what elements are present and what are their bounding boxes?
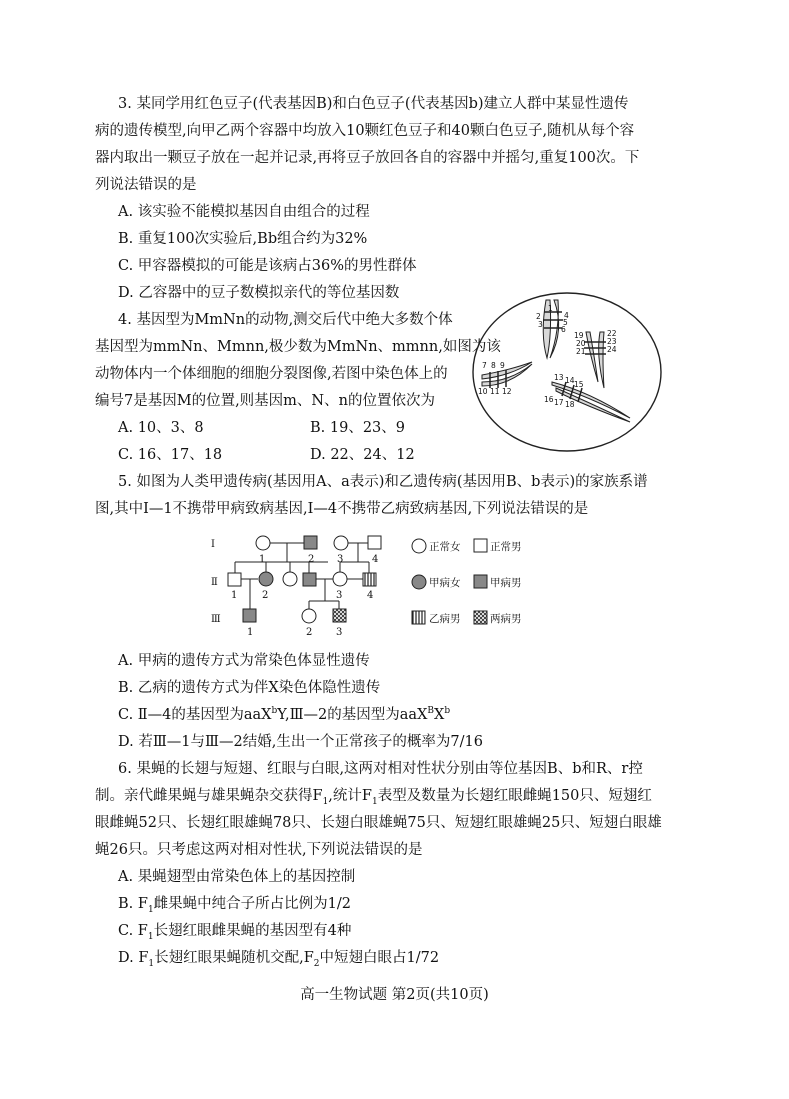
q6-line-2: 制。亲代雌果蝇与雄果蝇杂交获得$F_1$,统计$F_1$表型及数量为长翅红眼雌蝇150只、短翅红 bbox=[95, 788, 652, 807]
q4-line-2: 基因型为mmNn、Mmnn,极少数为MmNn、mmnn,如图为该 bbox=[95, 339, 501, 355]
pedigree-number: 2 bbox=[308, 554, 315, 565]
legend-label: 乙病男 bbox=[429, 613, 461, 625]
legend-label: 甲病女 bbox=[429, 577, 461, 589]
cell-division-figure bbox=[470, 290, 665, 455]
pedigree-number: 2 bbox=[262, 590, 269, 601]
legend-disease-a-male-symbol bbox=[474, 575, 487, 588]
pedigree-figure bbox=[205, 526, 540, 640]
legend-label: 甲病男 bbox=[490, 577, 522, 589]
q6-option-a: A. 果蝇翅型由常染色体上的基因控制 bbox=[118, 869, 356, 885]
pedigree-I-2 bbox=[304, 536, 317, 549]
legend-normal-male-symbol bbox=[474, 539, 487, 552]
chromosome-pair-1-6 bbox=[543, 300, 563, 358]
q6-option-d: D. $F_1$长翅红眼果蝇随机交配$,F_2$中短翅白眼占1/72 bbox=[118, 950, 440, 969]
chromosome-label: 1 bbox=[548, 304, 553, 313]
legend-both-disease-male-symbol bbox=[474, 611, 487, 624]
chromosome-label: 17 bbox=[554, 398, 564, 407]
q3-option-d: D. 乙容器中的豆子数模拟亲代的等位基因数 bbox=[118, 285, 400, 301]
pedigree-III-3 bbox=[333, 609, 346, 622]
pedigree-I-4 bbox=[368, 536, 381, 549]
chromosome-pair-13-18 bbox=[552, 382, 630, 422]
pedigree-number: 2 bbox=[306, 627, 313, 638]
chromosome-label: 10 bbox=[478, 387, 488, 396]
pedigree-number: 4 bbox=[372, 554, 379, 565]
q4-line-3: 动物体内一个体细胞的细胞分裂图像,若图中染色体上的 bbox=[95, 366, 448, 382]
chromosome-label: 14 bbox=[565, 376, 575, 385]
chromosome-label: 15 bbox=[574, 380, 584, 389]
generation-label: Ⅰ bbox=[211, 539, 215, 550]
chromosome-label: 13 bbox=[554, 373, 564, 382]
chromosome-label: 23 bbox=[607, 337, 617, 346]
pedigree-II-female bbox=[283, 572, 297, 586]
pedigree-number: 3 bbox=[337, 554, 344, 565]
pedigree-I-3 bbox=[334, 536, 348, 550]
chromosome-label: 7 bbox=[482, 361, 487, 370]
chromosome-label: 6 bbox=[561, 325, 566, 334]
q6-option-c: C. $F_1$长翅红眼雌果蝇的基因型有4种 bbox=[118, 923, 352, 942]
chromosome-label: 3 bbox=[538, 320, 543, 329]
chromosome-label: 2 bbox=[536, 312, 541, 321]
q5-line-2: 图,其中Ⅰ—1不携带甲病致病基因,Ⅰ—4不携带乙病致病基因,下列说法错误的是 bbox=[95, 501, 589, 517]
pedigree-number: 3 bbox=[336, 590, 343, 601]
page-footer: 高一生物试题 第2页(共10页) bbox=[300, 987, 489, 1003]
pedigree-number: 4 bbox=[367, 590, 374, 601]
q3-line-4: 列说法错误的是 bbox=[95, 177, 197, 193]
q6-line-4: 蝇26只。只考虑这两对相对性状,下列说法错误的是 bbox=[95, 842, 423, 858]
q5-option-d: D. 若Ⅲ—1与Ⅲ—2结婚,生出一个正常孩子的概率为7/16 bbox=[118, 734, 483, 750]
q5-option-b: B. 乙病的遗传方式为伴X染色体隐性遗传 bbox=[118, 680, 381, 696]
chromosome-label: 4 bbox=[564, 311, 569, 320]
generation-label: Ⅲ bbox=[211, 614, 221, 625]
chromosome-label: 9 bbox=[500, 361, 505, 370]
q6-option-b: B. $F_1$雌果蝇中纯合子所占比例为1/2 bbox=[118, 896, 352, 915]
q3-option-b: B. 重复100次实验后,Bb组合约为32% bbox=[118, 231, 368, 247]
pedigree-II-1 bbox=[228, 573, 241, 586]
chromosome-pair-19-24 bbox=[584, 332, 606, 388]
legend-label: 正常男 bbox=[490, 541, 522, 553]
q4-option-b: B. 19、23、9 bbox=[310, 420, 406, 436]
legend-disease-a-female-symbol bbox=[412, 575, 426, 589]
pedigree-II-3 bbox=[333, 572, 347, 586]
q4-line-4: 编号7是基因M的位置,则基因m、N、n的位置依次为 bbox=[95, 393, 435, 409]
chromosome-label: 20 bbox=[576, 339, 586, 348]
chromosome-label: 24 bbox=[607, 345, 617, 354]
pedigree-number: 1 bbox=[259, 554, 266, 565]
q4-option-d: D. 22、24、12 bbox=[310, 447, 415, 463]
pedigree-number: 1 bbox=[231, 590, 238, 601]
q3-line-1: 3. 某同学用红色豆子(代表基因B)和白色豆子(代表基因b)建立人群中某显性遗传 bbox=[118, 96, 629, 112]
pedigree-II-2 bbox=[259, 572, 273, 586]
legend-disease-b-male-symbol bbox=[412, 611, 425, 624]
q5-option-c: C. Ⅱ—4的基因型为aaX$^b$Y,Ⅲ—2的基因型为$aaX^BX^b$ bbox=[118, 706, 451, 723]
chromosome-label: 16 bbox=[544, 395, 554, 404]
q4-option-a: A. 10、3、8 bbox=[118, 420, 204, 436]
pedigree-II-male-affected bbox=[303, 573, 316, 586]
chromosome-label: 12 bbox=[502, 387, 512, 396]
legend-label: 正常女 bbox=[429, 541, 461, 553]
legend-label: 两病男 bbox=[490, 613, 522, 625]
generation-label: Ⅱ bbox=[211, 577, 218, 588]
q5-line-1: 5. 如图为人类甲遗传病(基因用A、a表示)和乙遗传病(基因用B、b表示)的家族系谱 bbox=[118, 474, 648, 490]
chromosome-label: 11 bbox=[490, 387, 500, 396]
q6-line-3: 眼雌蝇52只、长翅红眼雄蝇78只、长翅白眼雄蝇75只、短翅红眼雄蝇25只、短翅白眼雄 bbox=[95, 815, 662, 831]
q4-line-1: 4. 基因型为MmNn的动物,测交后代中绝大多数个体 bbox=[118, 312, 453, 328]
q3-option-a: A. 该实验不能模拟基因自由组合的过程 bbox=[118, 204, 370, 220]
q3-line-2: 病的遗传模型,向甲乙两个容器中均放入10颗红色豆子和40颗白色豆子,随机从每个容 bbox=[95, 123, 635, 139]
q5-option-a: A. 甲病的遗传方式为常染色体显性遗传 bbox=[118, 653, 370, 669]
pedigree-III-1 bbox=[243, 609, 256, 622]
chromosome-label: 19 bbox=[574, 331, 584, 340]
chromosome-pair-7-12 bbox=[482, 362, 532, 388]
chromosome-label: 22 bbox=[607, 329, 617, 338]
pedigree-II-4 bbox=[363, 573, 376, 586]
chromosome-label: 5 bbox=[563, 318, 568, 327]
pedigree-I-1 bbox=[256, 536, 270, 550]
chromosome-label: 21 bbox=[576, 347, 586, 356]
pedigree-number: 3 bbox=[336, 627, 343, 638]
pedigree-number: 1 bbox=[247, 627, 254, 638]
q4-option-c: C. 16、17、18 bbox=[118, 447, 223, 463]
chromosome-label: 18 bbox=[565, 400, 575, 409]
pedigree-III-2 bbox=[302, 609, 316, 623]
q3-line-3: 器内取出一颗豆子放在一起并记录,再将豆子放回各自的容器中并摇匀,重复100次。下 bbox=[95, 150, 640, 166]
q6-line-1: 6. 果蝇的长翅与短翅、红眼与白眼,这两对相对性状分别由等位基因B、b和R、r控 bbox=[118, 761, 643, 777]
legend-normal-female-symbol bbox=[412, 539, 426, 553]
q3-option-c: C. 甲容器模拟的可能是该病占36%的男性群体 bbox=[118, 258, 417, 274]
chromosome-label: 8 bbox=[491, 361, 496, 370]
